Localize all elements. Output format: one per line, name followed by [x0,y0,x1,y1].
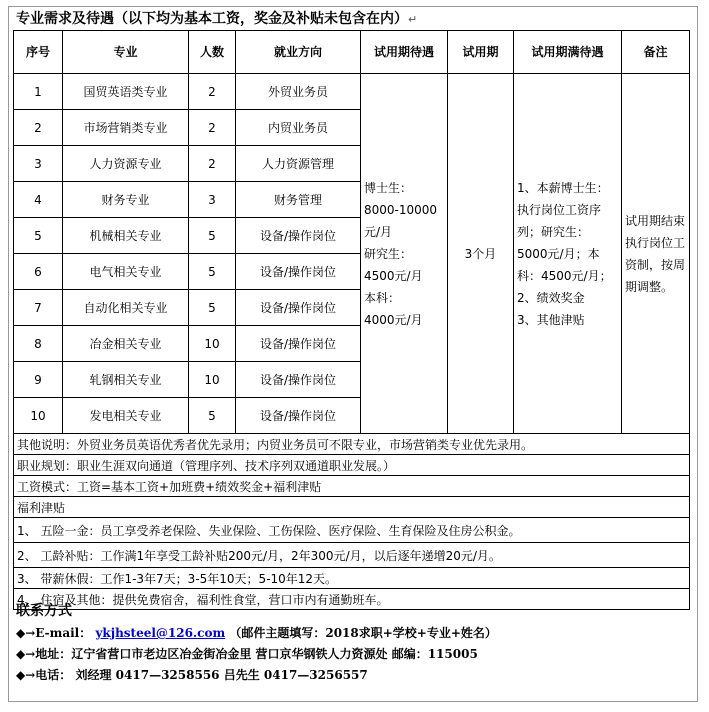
welfare-title: 福利津贴 [14,497,690,518]
row-direction: 外贸业务员 [236,74,361,110]
phone-label: 电话： [35,668,72,682]
remark-cell: 试用期结束执行岗位工资制，按周期调整。 [622,74,690,434]
col-header: 专业 [63,31,189,74]
row-direction: 内贸业务员 [236,110,361,146]
row-direction: 设备/操作岗位 [236,218,361,254]
col-header: 备注 [622,31,690,74]
row-count: 10 [189,362,236,398]
row-no: 4 [14,182,63,218]
email-line [16,623,497,644]
col-header: 就业方向 [236,31,361,74]
address: 辽宁省营口市老边区冶金街冶金里 营口京华钢铁人力资源处 [71,647,388,661]
row-count: 2 [189,74,236,110]
row-count: 5 [189,398,236,434]
row-major: 市场营销类专业 [63,110,189,146]
pay-line: 4500元/月 [364,268,423,283]
row-no: 3 [14,146,63,182]
diamond-arrow-icon: ◆→ [16,647,36,661]
pay-line: 本科： [364,290,401,305]
row-no: 9 [14,362,63,398]
row-count: 10 [189,326,236,362]
row-major: 机械相关专业 [63,218,189,254]
col-header: 试用期 [448,31,514,74]
post-line: 1、本薪博士生：执行岗位工资序列；研究生：5000元/月；本科：4500元/月； [517,180,612,283]
pay-line: 博士生： [364,180,413,195]
email-subject-note: （邮件主题填写：2018求职+学校+专业+姓名） [229,626,497,640]
postcode: 115005 [427,647,478,661]
post-line: 2、绩效奖金 [517,290,585,305]
pay-line: 4000元/月 [364,312,423,327]
welfare-item: 2、 工龄补贴：工作满1年享受工龄补贴200元/月，2年300元/月，以后逐年递增20元/月。 [14,543,690,568]
email-label: E-mail： [35,626,92,640]
email-link[interactable]: ykjhsteel@126.com [95,626,226,640]
pay-line: 8000-10000元/月 [364,202,438,239]
diamond-arrow-icon: ◆→ [16,626,36,640]
probation-pay-cell [361,74,448,434]
phone-contact-2: 吕先生 0417—3256557 [223,668,368,682]
career-plan: 职业规划：职业生涯双向通道（管理序列、技术序列双通道职业发展。） [14,455,690,476]
row-no: 10 [14,398,63,434]
welfare-row [14,543,690,568]
address-line [16,644,497,665]
table-row [14,74,690,110]
row-direction: 设备/操作岗位 [236,362,361,398]
contact-title: 联系方式 [16,603,72,619]
address-label: 地址： [35,647,72,661]
recruitment-table [13,30,690,610]
row-no: 5 [14,218,63,254]
welfare-row [14,518,690,543]
row-direction: 设备/操作岗位 [236,326,361,362]
welfare-item: 1、 五险一金：员工享受养老保险、失业保险、工伤保险、医疗保险、生育保险及住房公积金。 [14,518,690,543]
row-count: 3 [189,182,236,218]
post-line: 3、其他津贴 [517,312,585,327]
pay-line: 研究生： [364,246,413,261]
row-count: 5 [189,218,236,254]
row-major: 发电相关专业 [63,398,189,434]
row-no: 6 [14,254,63,290]
welfare-item: 4、 住宿及其他：提供免费宿舍，福利性食堂，营口市内有通勤班车。 [14,589,690,610]
other-note-row [14,434,690,455]
row-no: 2 [14,110,63,146]
welfare-row [14,568,690,589]
row-major: 国贸英语类专业 [63,74,189,110]
probation-period-cell: 3个月 [448,74,514,434]
row-major: 自动化相关专业 [63,290,189,326]
phone-contact-1: 刘经理 0417—3258556 [75,668,220,682]
contact-section [16,600,497,686]
row-count: 5 [189,254,236,290]
col-header: 人数 [189,31,236,74]
row-count: 5 [189,290,236,326]
welfare-item: 3、 带薪休假：工作1-3年7天；3-5年10天；5-10年12天。 [14,568,690,589]
row-direction: 人力资源管理 [236,146,361,182]
row-no: 7 [14,290,63,326]
row-no: 8 [14,326,63,362]
career-row [14,455,690,476]
row-major: 轧钢相关专业 [63,362,189,398]
col-header: 试用期待遇 [361,31,448,74]
phone-line [16,665,497,686]
section-heading: 专业需求及待遇（以下均为基本工资，奖金及补贴未包含在内）↵ [16,11,418,27]
row-count: 2 [189,110,236,146]
row-direction: 设备/操作岗位 [236,398,361,434]
row-direction: 财务管理 [236,182,361,218]
col-header: 试用期满待遇 [514,31,622,74]
row-major: 电气相关专业 [63,254,189,290]
postcode-label: 邮编： [391,647,428,661]
row-direction: 设备/操作岗位 [236,290,361,326]
row-count: 2 [189,146,236,182]
pay-mode: 工资模式：工资=基本工资+加班费+绩效奖金+福利津贴 [14,476,690,497]
welfare-title-row [14,497,690,518]
col-header: 序号 [14,31,63,74]
diamond-arrow-icon: ◆→ [16,668,36,682]
row-no: 1 [14,74,63,110]
other-note: 其他说明：外贸业务员英语优秀者优先录用；内贸业务员可不限专业，市场营销类专业优先录用。 [14,434,690,455]
pay-mode-row [14,476,690,497]
row-major: 人力资源专业 [63,146,189,182]
row-major: 财务专业 [63,182,189,218]
row-direction: 设备/操作岗位 [236,254,361,290]
table-header-row [14,31,690,74]
row-major: 冶金相关专业 [63,326,189,362]
post-probation-cell [514,74,622,434]
